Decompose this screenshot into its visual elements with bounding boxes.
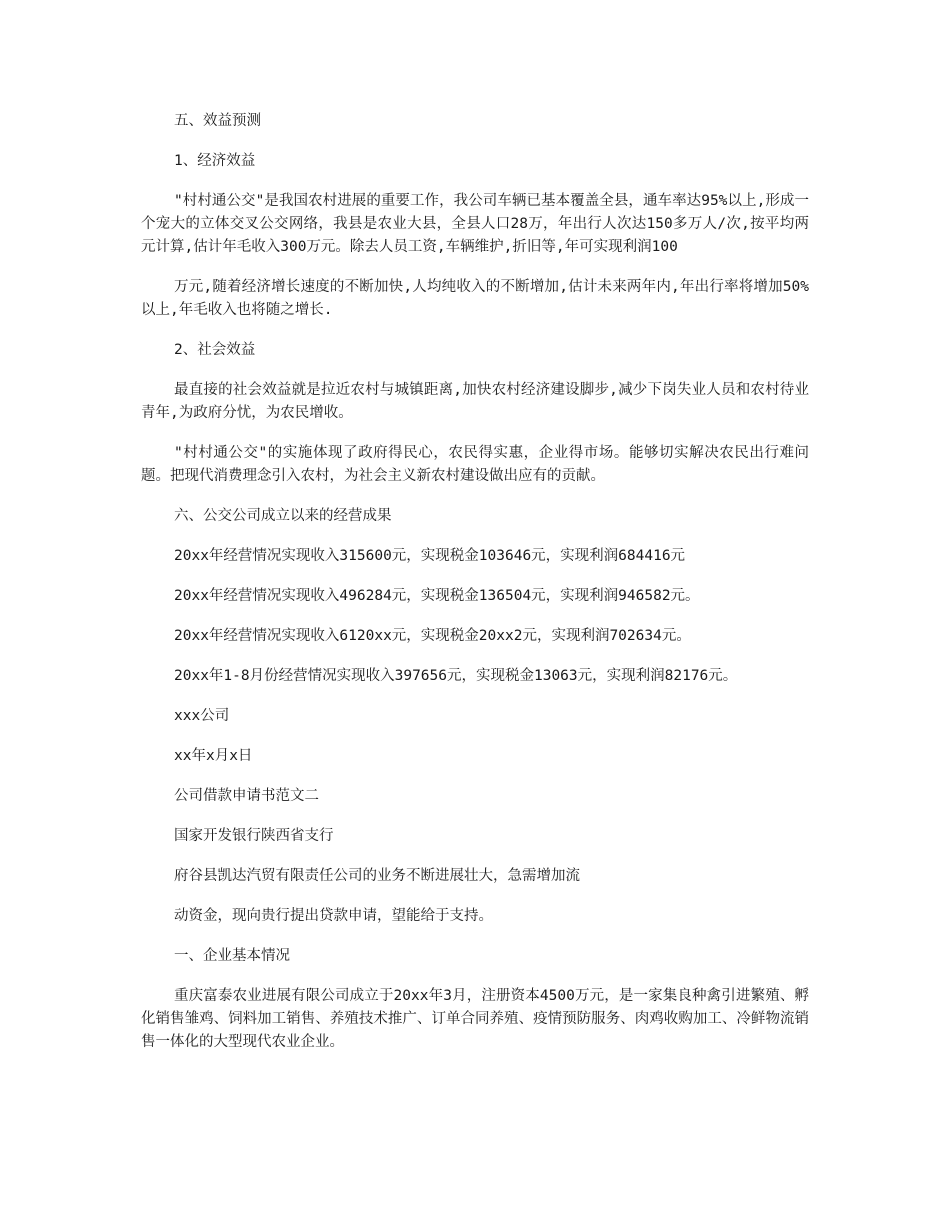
paragraph-result-year-3: 20xx年经营情况实现收入6120xx元，实现税金20xx2元，实现利润702634元。 — [174, 628, 691, 644]
paragraph-request-2: 动资金，现向贵行提出贷款申请，望能给于支持。 — [174, 908, 493, 924]
paragraph-result-year-1: 20xx年经营情况实现收入315600元，实现税金103646元，实现利润684416元 — [174, 548, 686, 564]
subheading-economic-benefit: 1、经济效益 — [174, 153, 256, 169]
signature-date: xx年x月x日 — [174, 748, 253, 764]
title-loan-application-sample-2: 公司借款申请书范文二 — [174, 788, 319, 804]
section-heading-operating-results: 六、公交公司成立以来的经营成果 — [174, 508, 392, 524]
section-heading-benefit-forecast: 五、效益预测 — [174, 113, 261, 129]
section-heading-company-basic-info: 一、企业基本情况 — [174, 948, 290, 964]
paragraph-social-1: 最直接的社会效益就是拉近农村与城镇距离,加快农村经济建设脚步,减少下岗失业人员和农村待业青年,为政府分忧，为农民增收。 — [141, 382, 809, 421]
paragraph-result-year-2: 20xx年经营情况实现收入496284元，实现税金136504元，实现利润946582元。 — [174, 588, 700, 604]
paragraph-economic-1: "村村通公交"是我国农村进展的重要工作，我公司车辆已基本覆盖全县，通车率达95%以上,形成一个宠大的立体交叉公交网络，我县是农业大县，全县人口28万，年出行人次达150多万人/次,按平均两元计算,估计年毛收入300万元。除去人员工资,车辆维护,折旧等,年可实现利润100 — [141, 193, 809, 255]
paragraph-economic-2: 万元,随着经济增长速度的不断加快,人均纯收入的不断增加,估计未来两年内,年出行率将增加50%以上,年毛收入也将随之增长. — [141, 279, 809, 318]
paragraph-result-year-4: 20xx年1-8月份经营情况实现收入397656元，实现税金13063元，实现利润82176元。 — [174, 668, 738, 684]
signature-company: xxx公司 — [174, 708, 230, 724]
subheading-social-benefit: 2、社会效益 — [174, 342, 256, 358]
paragraph-company-info: 重庆富泰农业进展有限公司成立于20xx年3月，注册资本4500万元，是一家集良种禽引进繁殖、孵化销售雏鸡、饲料加工销售、养殖技术推广、订单合同养殖、疫情预防服务、肉鸡收购加工、冷鲜物流销售一体化的大型现代农业企业。 — [141, 988, 809, 1050]
paragraph-request-1: 府谷县凯达汽贸有限责任公司的业务不断进展壮大，急需增加流 — [174, 868, 580, 884]
document-body — [141, 110, 809, 1071]
paragraph-social-2: "村村通公交"的实施体现了政府得民心，农民得实惠，企业得市场。能够切实解决农民出行难问题。把现代消费理念引入农村，为社会主义新农村建设做出应有的贡献。 — [141, 445, 809, 484]
recipient-bank: 国家开发银行陕西省支行 — [174, 828, 334, 844]
